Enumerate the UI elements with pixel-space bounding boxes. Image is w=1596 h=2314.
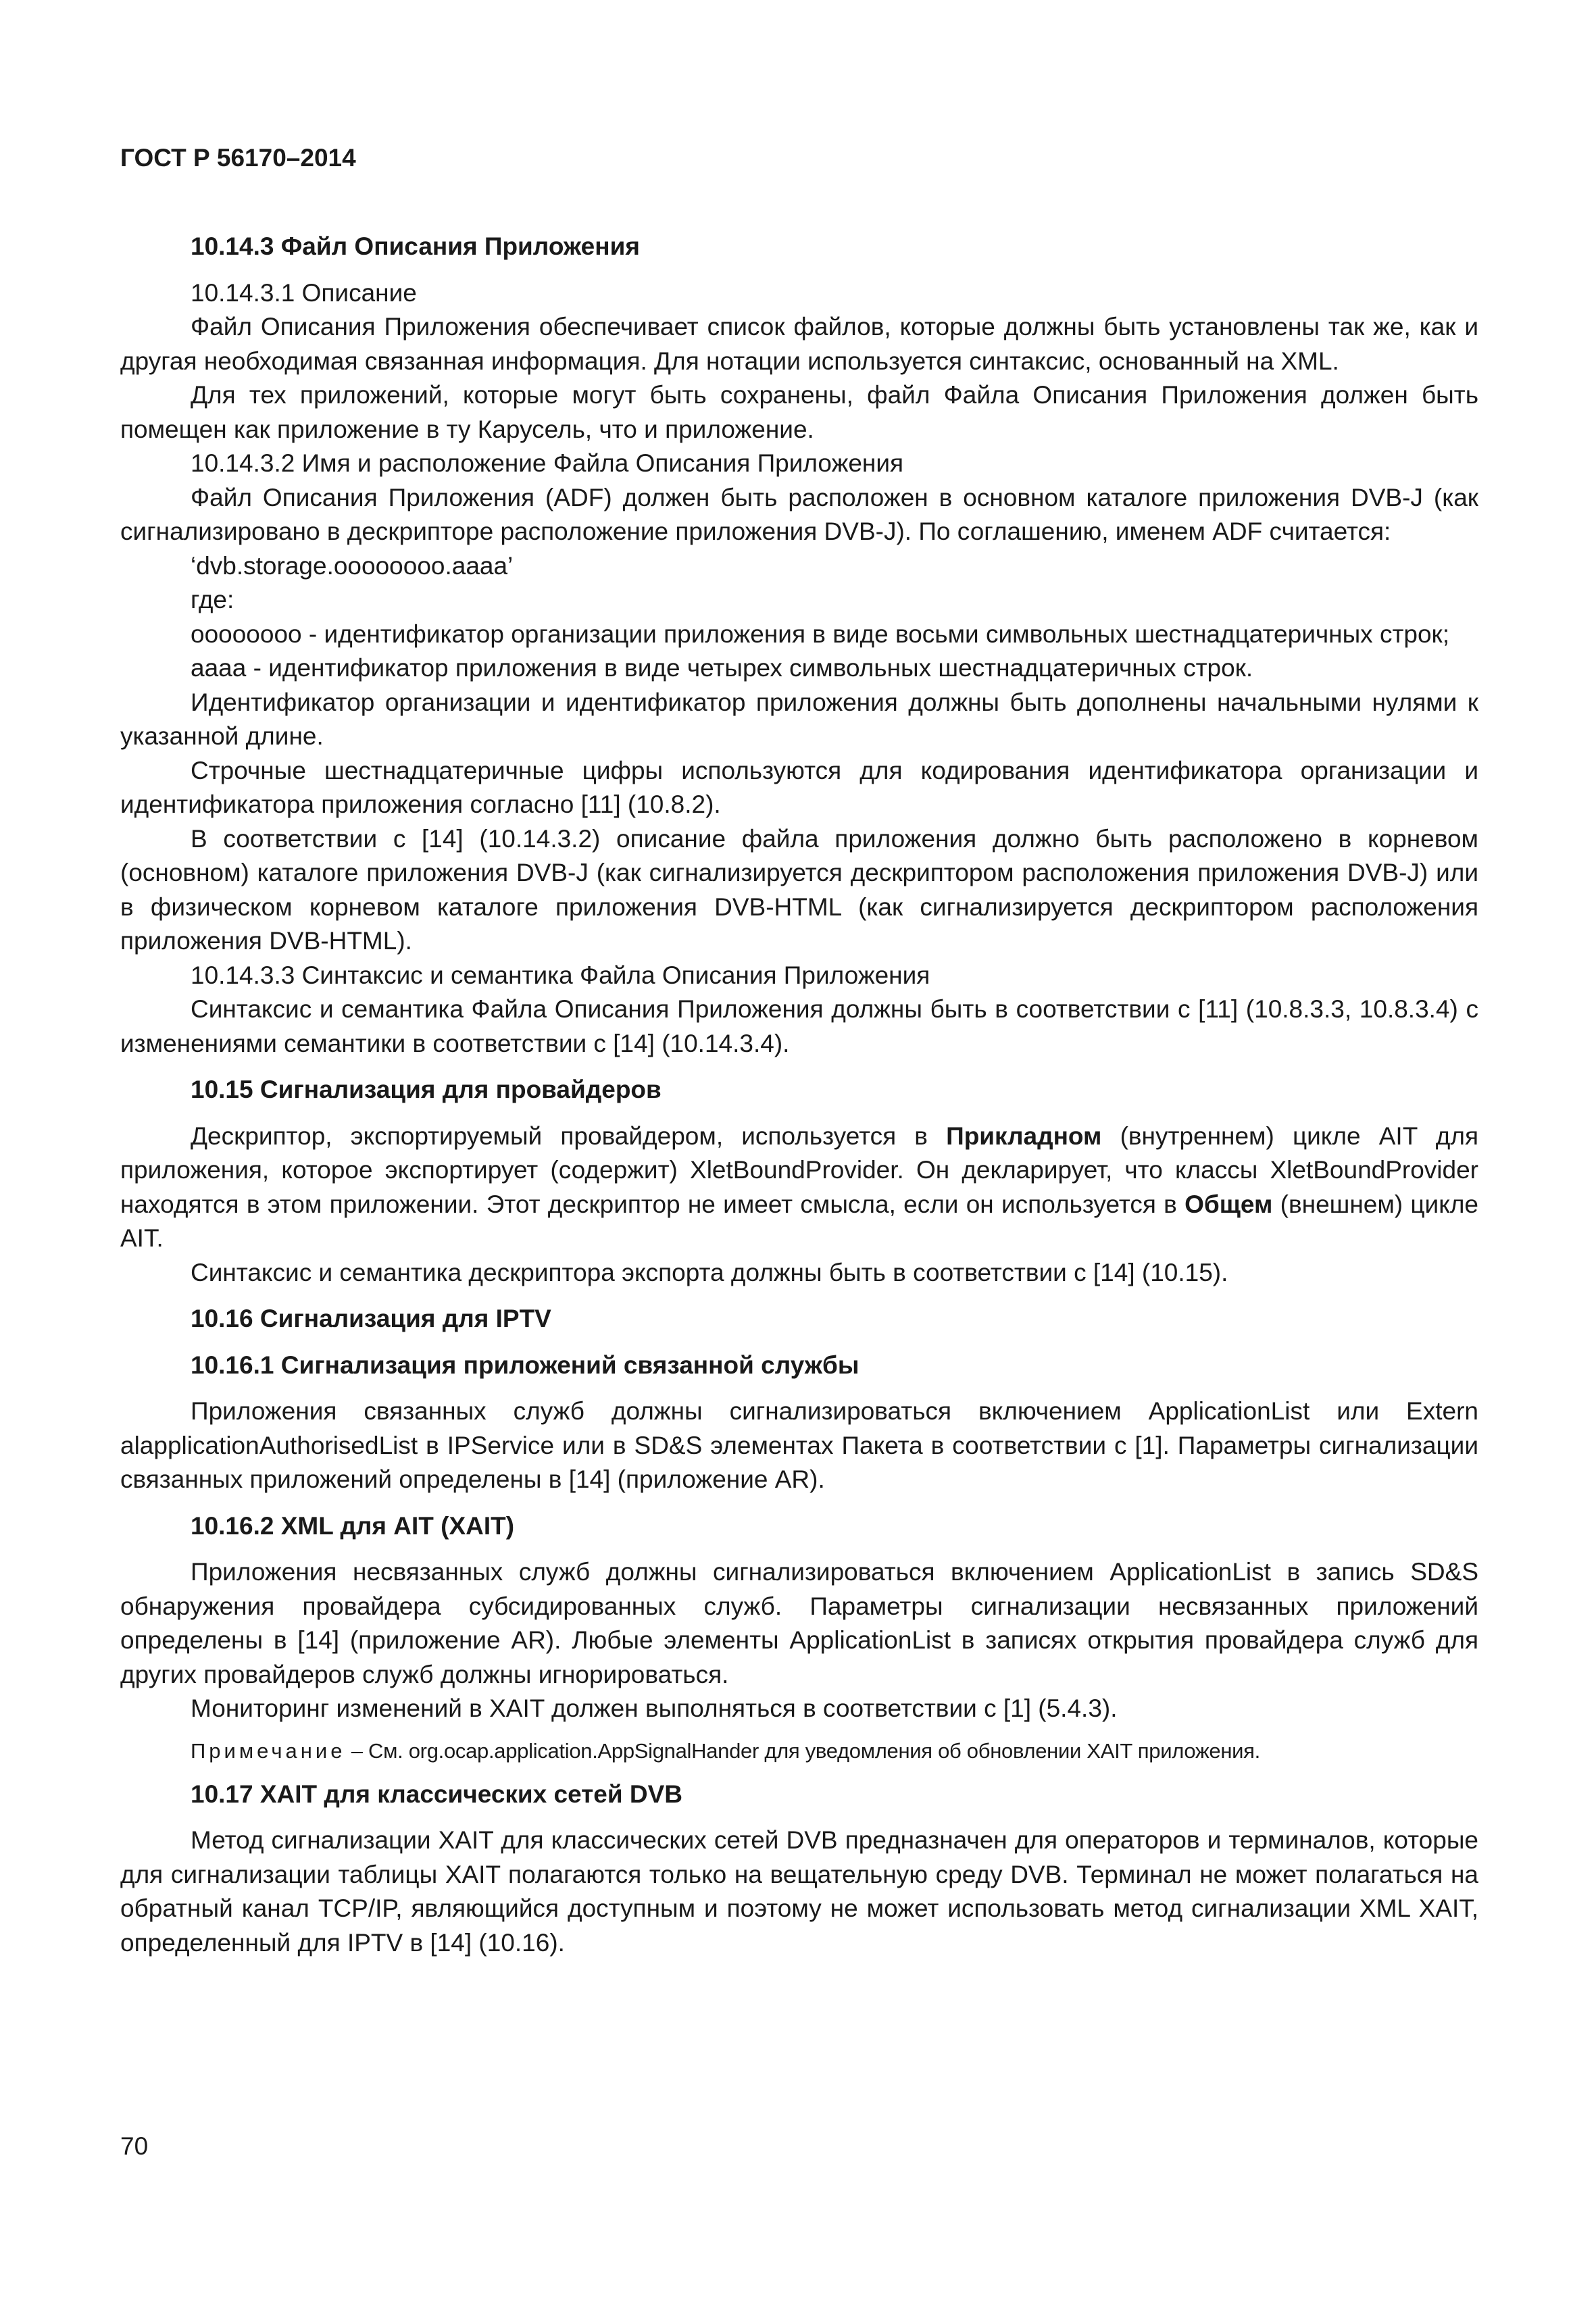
bold-term: Общем: [1184, 1190, 1273, 1218]
subsection-title-10-14-3-1: 10.14.3.1 Описание: [191, 278, 417, 307]
paragraph: Приложения несвязанных служб должны сигнализироваться включением ApplicationList в запись SD&S обнаружения провайдера субсидированных служб. Параметры сигнализации несвязанных приложений определены в [14] (приложение AR). Любые элементы ApplicationList в записях открытия провайдера служб для других провайдеров служб должны игнорироваться.: [120, 1558, 1478, 1688]
paragraph: В соответствии с [14] (10.14.3.2) описание файла приложения должно быть расположено в корневом (основном) каталоге приложения DVB-J (как сигнализируется дескриптором расположения приложения DVB-J) или в физическом корневом каталоге приложения DVB-HTML (как сигнализируется дескриптором расположения приложения DVB-HTML).: [120, 824, 1478, 955]
section-10-14-3: [120, 230, 1478, 1061]
subsection-title-10-14-3-2: 10.14.3.2 Имя и расположение Файла Описания Приложения: [191, 449, 904, 477]
section-title-10-14-3: 10.14.3 Файл Описания Приложения: [191, 232, 640, 260]
section-title-10-16: 10.16 Сигнализация для IPTV: [191, 1305, 551, 1332]
section-10-17: [120, 1778, 1478, 1961]
adf-filename: ‘dvb.storage.oooooooo.aaaa’: [191, 551, 514, 580]
document-header: ГОСТ Р 56170–2014: [120, 144, 356, 172]
paragraph: Для тех приложений, которые могут быть сохранены, файл Файла Описания Приложения должен быть помещен как приложение в ту Карусель, что и приложение.: [120, 381, 1478, 443]
page-number: 70: [120, 2132, 149, 2160]
where-label: где:: [191, 586, 234, 613]
subsection-title-10-16-1: 10.16.1 Сигнализация приложений связанной службы: [191, 1351, 859, 1379]
note-text: – См. org.ocap.application.AppSignalHander для уведомления об обновлении XAIT приложения.: [345, 1738, 1260, 1763]
section-title-10-15: 10.15 Сигнализация для провайдеров: [191, 1076, 662, 1103]
paragraph: oooooooo - идентификатор организации приложения в виде восьми символьных шестнадцатеричных строк;: [191, 620, 1450, 648]
note-label: Примечание: [191, 1738, 346, 1763]
page-body: [120, 230, 1478, 1960]
paragraph: Синтаксис и семантика Файла Описания Приложения должны быть в соответствии с [11] (10.8.3.3, 10.8.3.4) с изменениями семантики в соответствии с [14] (10.14.3.4).: [120, 995, 1478, 1057]
paragraph: Метод сигнализации XAIT для классических сетей DVB предназначен для операторов и терминалов, которые для сигнализации таблицы XAIT полагаются только на вещательную среду DVB. Терминал не может полагаться на обратный канал TCP/IP, являющийся доступным и поэтому не может использовать метод сигнализации XML XAIT, определенный для IPTV в [14] (10.16).: [120, 1826, 1478, 1957]
bold-term: Прикладном: [946, 1122, 1102, 1150]
paragraph: Файл Описания Приложения (ADF) должен быть расположен в основном каталоге приложения DVB-J (как сигнализировано в дескрипторе расположение приложения DVB-J). По соглашению, именем ADF считается:: [120, 483, 1478, 545]
section-10-16: [120, 1302, 1478, 1768]
subsection-title-10-14-3-3: 10.14.3.3 Синтаксис и семантика Файла Описания Приложения: [191, 961, 930, 989]
subsection-title-10-16-2: 10.16.2 XML для AIT (XAIT): [191, 1511, 515, 1540]
paragraph: Мониторинг изменений в XAIT должен выполняться в соответствии с [1] (5.4.3).: [191, 1694, 1118, 1722]
paragraph: Строчные шестнадцатеричные цифры используются для кодирования идентификатора организации и идентификатора приложения согласно [11] (10.8.2).: [120, 756, 1478, 818]
paragraph: Приложения связанных служб должны сигнализироваться включением ApplicationList или Extern alapplicationAuthorisedList в IPService или в SD&S элементах Пакета в соответствии с [1]. Параметры сигнализации связанных приложений определены в [14] (приложение AR).: [120, 1397, 1478, 1493]
note: [120, 1734, 1478, 1768]
paragraph: Идентификатор организации и идентификатор приложения должны быть дополнены начальными нулями к указанной длине.: [120, 688, 1478, 750]
section-title-10-17: 10.17 XAIT для классических сетей DVB: [191, 1780, 683, 1808]
paragraph: Дескриптор, экспортируемый провайдером, используется в Прикладном (внутреннем) цикле AIT для приложения, которое экспортирует (содержит) XletBoundProvider. Он декларирует, что классы XletBoundProvider находятся в этом приложении. Этот дескриптор не имеет смысла, если он используется в Общем (внешнем) цикле AIT.: [120, 1122, 1478, 1252]
paragraph: aaaa - идентификатор приложения в виде четырех символьных шестнадцатеричных строк.: [191, 654, 1253, 682]
paragraph: Файл Описания Приложения обеспечивает список файлов, которые должны быть установлены так же, как и другая необходимая связанная информация. Для нотации используется синтаксис, основанный на XML.: [120, 313, 1478, 375]
section-10-15: [120, 1073, 1478, 1290]
paragraph: Синтаксис и семантика дескриптора экспорта должны быть в соответствии с [14] (10.15).: [191, 1258, 1228, 1286]
